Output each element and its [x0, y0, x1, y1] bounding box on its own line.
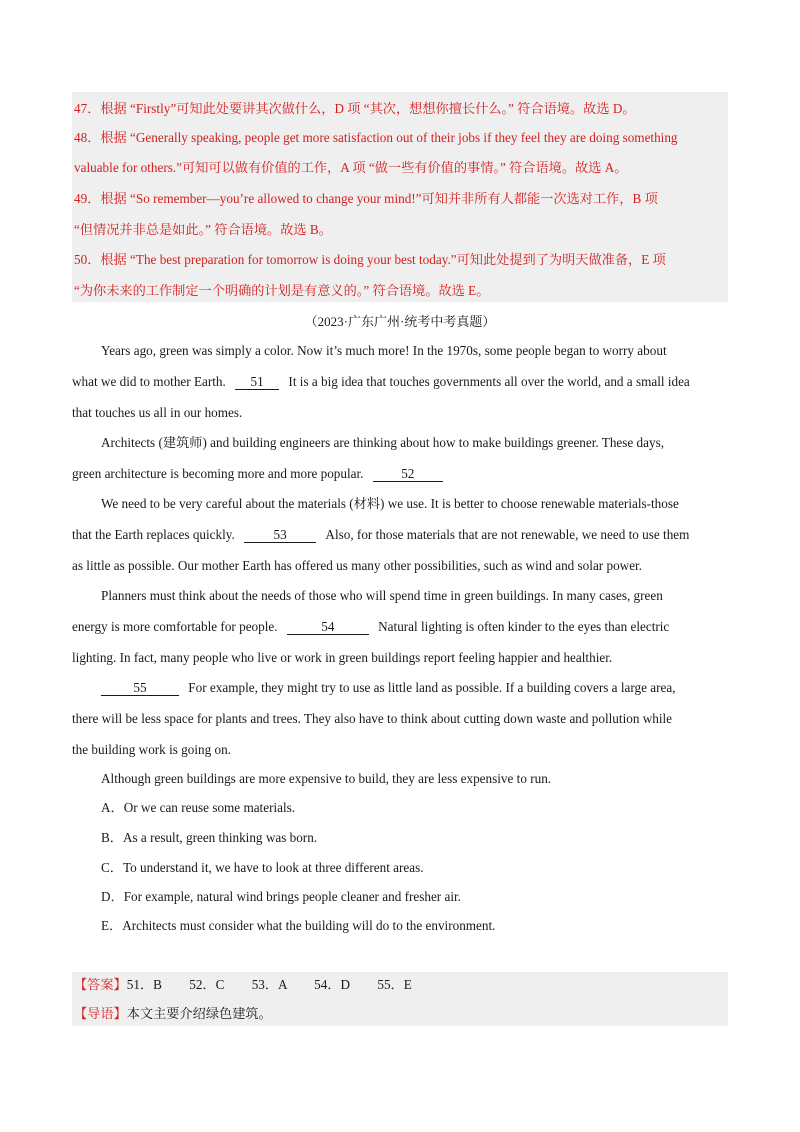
blank-53: 53 — [244, 527, 316, 543]
blank-52: 52 — [373, 466, 443, 482]
p4-line-3: lighting. In fact, many people who live or work in green buildings report feeling happier and healthier. — [72, 650, 613, 665]
answer-line — [74, 977, 412, 993]
explanation-49-line-1: 49．根据 “So remember—you’re allowed to change your mind!”可知并非所有人都能一次选对工作，B 项 — [74, 191, 658, 206]
p4-line-2 — [72, 619, 669, 635]
guide-label: 【导语】 — [74, 1006, 127, 1021]
answer-label: 【答案】 — [74, 977, 127, 992]
p2-line-1: Architects (建筑师) and building engineers are thinking about how to make buildings greener. These days, — [101, 435, 665, 450]
p1-line-2 — [72, 374, 690, 390]
p3-line-1: We need to be very careful about the materials (材料) we use. It is better to choose renewable materials-those — [101, 496, 679, 511]
blank-55: 55 — [101, 680, 179, 696]
answer-53: 53．A — [251, 977, 287, 992]
option-d: D．For example, natural wind brings people cleaner and fresher air. — [101, 889, 461, 904]
p5-line-1 — [101, 680, 676, 696]
p5-line-3: the building work is going on. — [72, 742, 231, 757]
explanation-48-line-1: 48．根据 “Generally speaking, people get more satisfaction out of their jobs if they feel they are doing something — [74, 130, 678, 145]
answer-55: 55．E — [377, 977, 412, 992]
guide-text: 本文主要介绍绿色建筑。 — [126, 1006, 272, 1021]
explanation-48-line-2: valuable for others.”可知可以做有价值的工作，A 项 “做一些有价值的事情。” 符合语境。故选 A。 — [74, 160, 628, 175]
p1-line-2-start: what we did to mother Earth. — [72, 374, 226, 389]
p4-line-2-end: Natural lighting is often kinder to the eyes than electric — [378, 619, 670, 634]
p4-line-2-start: energy is more comfortable for people. — [72, 619, 278, 634]
p2-line-2 — [72, 466, 443, 482]
p6-line-1: Although green buildings are more expensive to build, they are less expensive to run. — [101, 771, 552, 786]
p3-line-2-end: Also, for those materials that are not renewable, we need to use them — [325, 527, 690, 542]
explanation-47-line-1: 47．根据 “Firstly”可知此处要讲其次做什么，D 项 “其次，想想你擅长什么。” 符合语境。故选 D。 — [74, 101, 636, 116]
option-e: E．Architects must consider what the building will do to the environment. — [101, 918, 496, 933]
blank-51: 51 — [235, 374, 279, 390]
p3-line-2 — [72, 527, 689, 543]
p1-line-1: Years ago, green was simply a color. Now it’s much more! In the 1970s, some people began to worry about — [101, 343, 667, 358]
explanation-50-line-2: “为你未来的工作制定一个明确的计划是有意义的。” 符合语境。故选 E。 — [74, 283, 490, 298]
option-c: C．To understand it, we have to look at three different areas. — [101, 860, 424, 875]
p2-line-2-start: green architecture is becoming more and more popular. — [72, 466, 364, 481]
question-source: （2023·广东广州·统考中考真题） — [304, 314, 496, 329]
answer-52: 52．C — [189, 977, 225, 992]
p3-line-3: as little as possible. Our mother Earth has offered us many other possibilities, such as wind and solar power. — [72, 558, 643, 573]
explanation-50-line-1: 50．根据 “The best preparation for tomorrow is doing your best today.”可知此处提到了为明天做准备，E 项 — [74, 252, 666, 267]
guide-line — [74, 1006, 272, 1022]
option-a: A．Or we can reuse some materials. — [101, 800, 296, 815]
answer-54: 54．D — [314, 977, 351, 992]
option-b: B．As a result, green thinking was born. — [101, 830, 318, 845]
p1-line-2-end: It is a big idea that touches governments all over the world, and a small idea — [288, 374, 690, 389]
blank-54: 54 — [287, 619, 369, 635]
p4-line-1: Planners must think about the needs of those who will spend time in green buildings. In many cases, green — [101, 588, 663, 603]
explanation-49-line-2: “但情况并非总是如此。” 符合语境。故选 B。 — [74, 222, 332, 237]
p3-line-2-start: that the Earth replaces quickly. — [72, 527, 235, 542]
answer-51: 51．B — [126, 977, 162, 992]
p1-line-3: that touches us all in our homes. — [72, 405, 243, 420]
p5-line-1-end: For example, they might try to use as little land as possible. If a building covers a large area, — [188, 680, 676, 695]
p5-line-2: there will be less space for plants and trees. They also have to think about cutting down waste and pollution while — [72, 711, 673, 726]
